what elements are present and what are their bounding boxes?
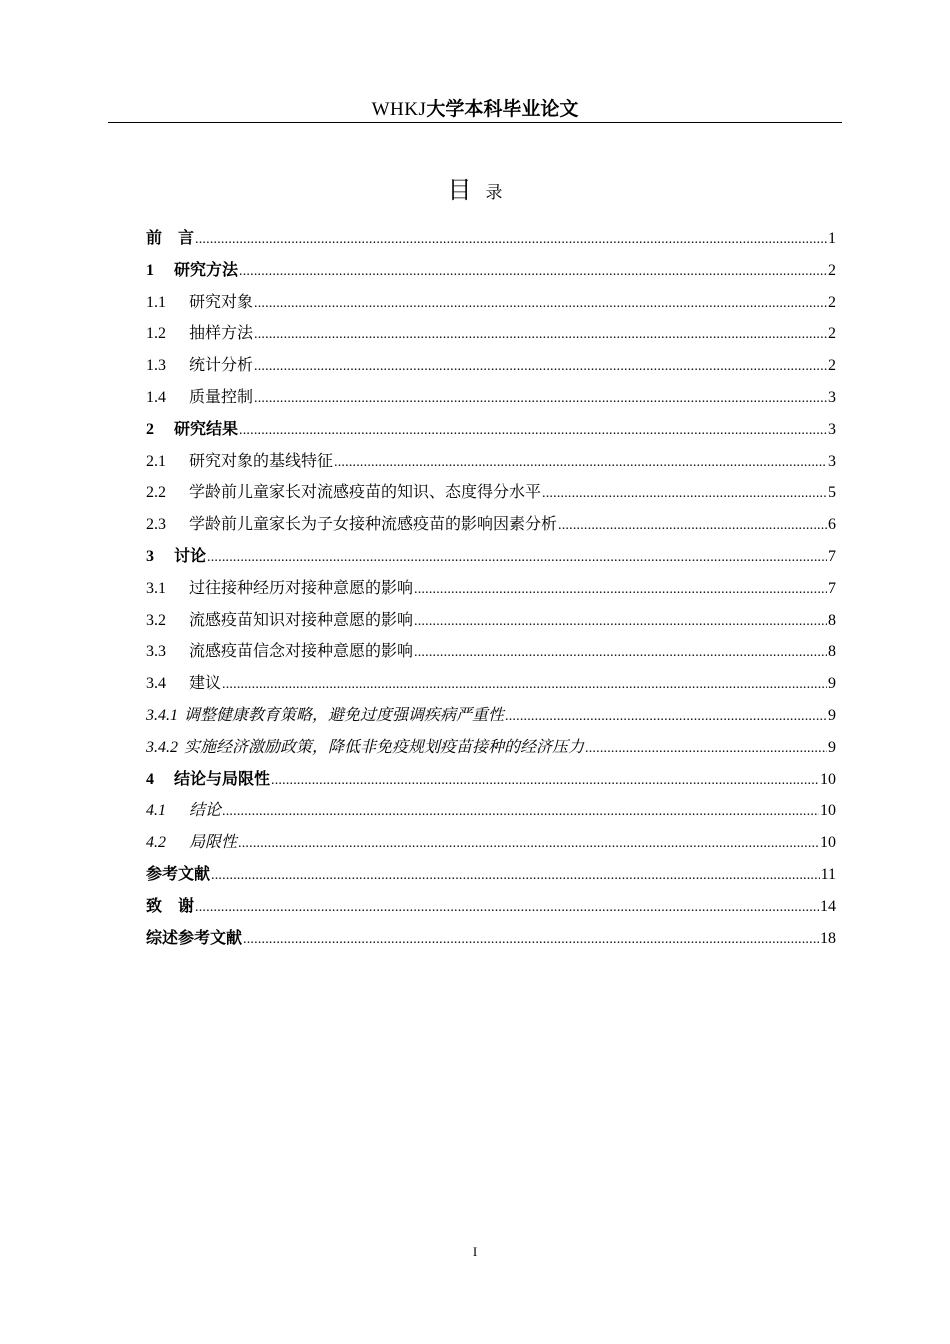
toc-entry-title: 质量控制 bbox=[189, 386, 254, 406]
toc-entry-title: 建议 bbox=[189, 673, 222, 693]
toc-entry[interactable] bbox=[146, 286, 836, 318]
toc-entry-page: 2 bbox=[828, 325, 836, 343]
toc-entry-page: 8 bbox=[828, 643, 836, 661]
toc-entry-page: 3 bbox=[828, 420, 836, 438]
table-of-contents bbox=[146, 222, 836, 953]
toc-title-char-1: 目 bbox=[447, 176, 472, 204]
toc-entry-number: 2.3 bbox=[146, 516, 166, 534]
toc-entry[interactable] bbox=[146, 381, 836, 413]
toc-entry-number: 2 bbox=[146, 420, 154, 438]
toc-entry-number: 4.2 bbox=[146, 834, 166, 852]
toc-entry-page: 7 bbox=[828, 547, 836, 565]
toc-entry-number: 3.4.2 bbox=[146, 738, 178, 756]
toc-title bbox=[0, 170, 950, 205]
toc-entry-number: 3.1 bbox=[146, 579, 166, 597]
toc-entry-page: 11 bbox=[820, 865, 836, 883]
toc-entry-page: 6 bbox=[828, 516, 836, 534]
toc-entry[interactable] bbox=[146, 508, 836, 540]
toc-entry-number: 1.3 bbox=[146, 357, 166, 375]
toc-entry-page: 2 bbox=[828, 261, 836, 279]
toc-entry-page: 3 bbox=[828, 452, 836, 470]
toc-leader-dots bbox=[239, 415, 827, 447]
toc-entry-title: 前 言 bbox=[146, 228, 195, 247]
toc-entry[interactable] bbox=[146, 572, 836, 604]
toc-leader-dots bbox=[207, 542, 827, 574]
toc-leader-dots bbox=[195, 892, 819, 924]
toc-leader-dots bbox=[239, 256, 827, 288]
toc-entry-number: 1.4 bbox=[146, 388, 166, 406]
toc-entry-number: 3 bbox=[146, 547, 154, 565]
toc-entry-page: 7 bbox=[828, 579, 836, 597]
toc-entry-title: 参考文献 bbox=[146, 863, 211, 883]
toc-leader-dots bbox=[585, 733, 827, 765]
toc-entry-page: 5 bbox=[828, 484, 836, 502]
toc-leader-dots bbox=[414, 606, 827, 638]
toc-entry[interactable] bbox=[146, 794, 836, 826]
toc-leader-dots bbox=[414, 574, 827, 606]
toc-entry-number: 1 bbox=[146, 261, 154, 279]
toc-entry-page: 2 bbox=[828, 293, 836, 311]
toc-entry-title: 实施经济激励政策，降低非免疫规划疫苗接种的经济压力 bbox=[184, 736, 585, 756]
toc-leader-dots bbox=[195, 224, 827, 256]
toc-entry-title: 研究结果 bbox=[174, 418, 239, 438]
toc-entry-number: 3.2 bbox=[146, 611, 166, 629]
toc-entry-page: 3 bbox=[828, 388, 836, 406]
toc-entry[interactable] bbox=[146, 922, 836, 954]
toc-entry-page: 1 bbox=[828, 230, 836, 247]
toc-entry-page: 10 bbox=[820, 802, 836, 820]
toc-entry-number: 1.1 bbox=[146, 293, 166, 311]
toc-entry[interactable] bbox=[146, 222, 836, 254]
page-number: I bbox=[472, 1244, 478, 1259]
toc-entry-page: 18 bbox=[820, 929, 836, 947]
toc-leader-dots bbox=[542, 478, 827, 510]
toc-entry[interactable] bbox=[146, 540, 836, 572]
toc-leader-dots bbox=[271, 765, 819, 797]
toc-entry-number: 3.4 bbox=[146, 675, 166, 693]
toc-entry-title: 过往接种经历对接种意愿的影响 bbox=[189, 577, 414, 597]
toc-entry-title: 结论与局限性 bbox=[174, 768, 271, 788]
toc-entry-title: 学龄前儿童家长为子女接种流感疫苗的影响因素分析 bbox=[189, 514, 558, 534]
toc-entry-page: 9 bbox=[828, 738, 836, 756]
toc-leader-dots bbox=[505, 701, 827, 733]
toc-entry-number: 4 bbox=[146, 770, 154, 788]
toc-leader-dots bbox=[254, 383, 827, 415]
toc-entry-number: 3.4.1 bbox=[146, 706, 178, 724]
toc-entry[interactable] bbox=[146, 890, 836, 922]
toc-entry-title: 致 谢 bbox=[146, 895, 195, 915]
toc-entry-page: 9 bbox=[828, 675, 836, 693]
toc-entry-title: 研究对象 bbox=[189, 291, 254, 311]
toc-entry-title: 结论 bbox=[189, 800, 222, 820]
toc-entry-title: 局限性 bbox=[189, 832, 238, 852]
toc-entry-page: 2 bbox=[828, 357, 836, 375]
toc-entry-number: 2.2 bbox=[146, 484, 166, 502]
toc-entry[interactable] bbox=[146, 349, 836, 381]
toc-entry-title: 综述参考文献 bbox=[146, 927, 243, 947]
toc-entry-page: 10 bbox=[820, 834, 836, 852]
toc-leader-dots bbox=[222, 796, 819, 828]
toc-entry[interactable] bbox=[146, 254, 836, 286]
toc-entry-title: 抽样方法 bbox=[189, 323, 254, 343]
toc-entry-page: 10 bbox=[820, 770, 836, 788]
toc-leader-dots bbox=[211, 860, 820, 892]
toc-entry-page: 14 bbox=[820, 897, 836, 915]
toc-entry[interactable] bbox=[146, 604, 836, 636]
toc-entry-number: 2.1 bbox=[146, 452, 166, 470]
toc-entry[interactable] bbox=[146, 699, 836, 731]
toc-entry-title: 学龄前儿童家长对流感疫苗的知识、态度得分水平 bbox=[189, 482, 542, 502]
header-title: 大学本科毕业论文 bbox=[426, 98, 579, 120]
toc-leader-dots bbox=[414, 637, 827, 669]
running-header bbox=[108, 96, 842, 123]
toc-leader-dots bbox=[334, 447, 827, 479]
toc-entry-title: 研究对象的基线特征 bbox=[189, 450, 334, 470]
toc-entry-number: 4.1 bbox=[146, 802, 166, 820]
toc-entry[interactable] bbox=[146, 858, 836, 890]
toc-entry[interactable] bbox=[146, 317, 836, 349]
toc-leader-dots bbox=[243, 924, 819, 956]
toc-entry[interactable] bbox=[146, 476, 836, 508]
toc-entry[interactable] bbox=[146, 731, 836, 763]
toc-entry[interactable] bbox=[146, 763, 836, 795]
toc-entry-title: 流感疫苗知识对接种意愿的影响 bbox=[189, 609, 414, 629]
toc-entry[interactable] bbox=[146, 413, 836, 445]
toc-leader-dots bbox=[238, 828, 819, 860]
toc-title-char-2: 录 bbox=[485, 183, 503, 203]
toc-leader-dots bbox=[254, 351, 827, 383]
toc-entry[interactable] bbox=[146, 445, 836, 477]
toc-leader-dots bbox=[222, 669, 827, 701]
toc-entry-page: 9 bbox=[828, 706, 836, 724]
toc-entry-title: 研究方法 bbox=[174, 259, 239, 279]
toc-entry[interactable] bbox=[146, 635, 836, 667]
toc-leader-dots bbox=[254, 319, 827, 351]
header-latin: WHKJ bbox=[371, 99, 427, 120]
toc-entry-title: 统计分析 bbox=[189, 355, 254, 375]
toc-entry[interactable] bbox=[146, 667, 836, 699]
toc-entry-title: 讨论 bbox=[174, 545, 207, 565]
toc-leader-dots bbox=[254, 288, 827, 320]
toc-entry-number: 3.3 bbox=[146, 643, 166, 661]
toc-entry-title: 流感疫苗信念对接种意愿的影响 bbox=[189, 641, 414, 661]
toc-entry[interactable] bbox=[146, 826, 836, 858]
toc-entry-page: 8 bbox=[828, 611, 836, 629]
toc-entry-title: 调整健康教育策略，避免过度强调疾病严重性 bbox=[184, 704, 505, 724]
toc-leader-dots bbox=[558, 510, 827, 542]
toc-entry-number: 1.2 bbox=[146, 325, 166, 343]
